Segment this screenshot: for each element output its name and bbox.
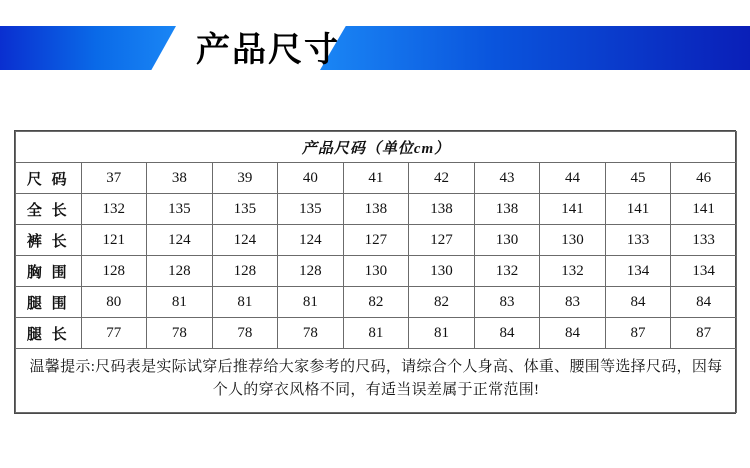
table-caption-row	[16, 132, 737, 163]
table-cell: 80	[81, 287, 147, 318]
table-cell: 82	[409, 287, 475, 318]
column-header-size-label: 尺 码	[16, 163, 82, 194]
table-cell: 141	[671, 194, 737, 225]
table-cell: 134	[671, 256, 737, 287]
table-cell: 128	[147, 256, 213, 287]
row-label: 腿 围	[16, 287, 82, 318]
table-caption: 产品尺码（单位cm）	[16, 132, 737, 163]
table-cell: 124	[212, 225, 278, 256]
page-header-banner	[0, 0, 750, 92]
size-table-container	[14, 130, 736, 414]
table-cell: 135	[147, 194, 213, 225]
table-cell: 81	[212, 287, 278, 318]
table-cell: 138	[474, 194, 540, 225]
table-row	[16, 225, 737, 256]
table-cell: 84	[540, 318, 606, 349]
table-cell: 78	[147, 318, 213, 349]
table-cell: 134	[605, 256, 671, 287]
table-cell: 133	[605, 225, 671, 256]
table-cell: 87	[605, 318, 671, 349]
table-cell: 128	[81, 256, 147, 287]
column-header: 43	[474, 163, 540, 194]
size-note: 温馨提示:尺码表是实际试穿后推荐给大家参考的尺码，请综合个人身高、体重、腰围等选择尺码，因每个人的穿衣风格不同，有适当误差属于正常范围!	[16, 349, 737, 413]
table-cell: 128	[212, 256, 278, 287]
table-cell: 84	[671, 287, 737, 318]
column-header: 42	[409, 163, 475, 194]
table-row	[16, 194, 737, 225]
table-cell: 77	[81, 318, 147, 349]
page-title: 产品尺寸	[196, 32, 340, 69]
table-cell: 127	[409, 225, 475, 256]
table-row	[16, 318, 737, 349]
table-cell: 81	[343, 318, 409, 349]
table-cell: 83	[474, 287, 540, 318]
table-cell: 138	[343, 194, 409, 225]
table-cell: 82	[343, 287, 409, 318]
row-label: 全 长	[16, 194, 82, 225]
row-label: 胸 围	[16, 256, 82, 287]
table-cell: 130	[343, 256, 409, 287]
table-header-row	[16, 163, 737, 194]
table-cell: 128	[278, 256, 344, 287]
table-cell: 84	[605, 287, 671, 318]
table-cell: 141	[540, 194, 606, 225]
column-header: 40	[278, 163, 344, 194]
table-cell: 135	[278, 194, 344, 225]
table-cell: 87	[671, 318, 737, 349]
table-cell: 132	[540, 256, 606, 287]
banner-left-arrow	[0, 26, 176, 70]
table-cell: 132	[81, 194, 147, 225]
table-cell: 135	[212, 194, 278, 225]
table-cell: 132	[474, 256, 540, 287]
column-header: 39	[212, 163, 278, 194]
table-note-row	[16, 349, 737, 413]
table-cell: 81	[409, 318, 475, 349]
table-row	[16, 287, 737, 318]
row-label: 裤 长	[16, 225, 82, 256]
table-cell: 127	[343, 225, 409, 256]
table-cell: 124	[278, 225, 344, 256]
column-header: 46	[671, 163, 737, 194]
column-header: 44	[540, 163, 606, 194]
column-header: 38	[147, 163, 213, 194]
table-cell: 133	[671, 225, 737, 256]
column-header: 41	[343, 163, 409, 194]
table-cell: 84	[474, 318, 540, 349]
size-table-body	[16, 132, 737, 413]
table-cell: 78	[212, 318, 278, 349]
size-table	[15, 131, 737, 413]
column-header: 45	[605, 163, 671, 194]
table-cell: 130	[474, 225, 540, 256]
table-cell: 121	[81, 225, 147, 256]
table-cell: 81	[278, 287, 344, 318]
row-label: 腿 长	[16, 318, 82, 349]
table-cell: 124	[147, 225, 213, 256]
table-row	[16, 256, 737, 287]
table-cell: 81	[147, 287, 213, 318]
banner-right-bar	[320, 26, 750, 70]
table-cell: 138	[409, 194, 475, 225]
table-cell: 130	[409, 256, 475, 287]
column-header: 37	[81, 163, 147, 194]
table-cell: 130	[540, 225, 606, 256]
table-cell: 78	[278, 318, 344, 349]
table-cell: 83	[540, 287, 606, 318]
table-cell: 141	[605, 194, 671, 225]
